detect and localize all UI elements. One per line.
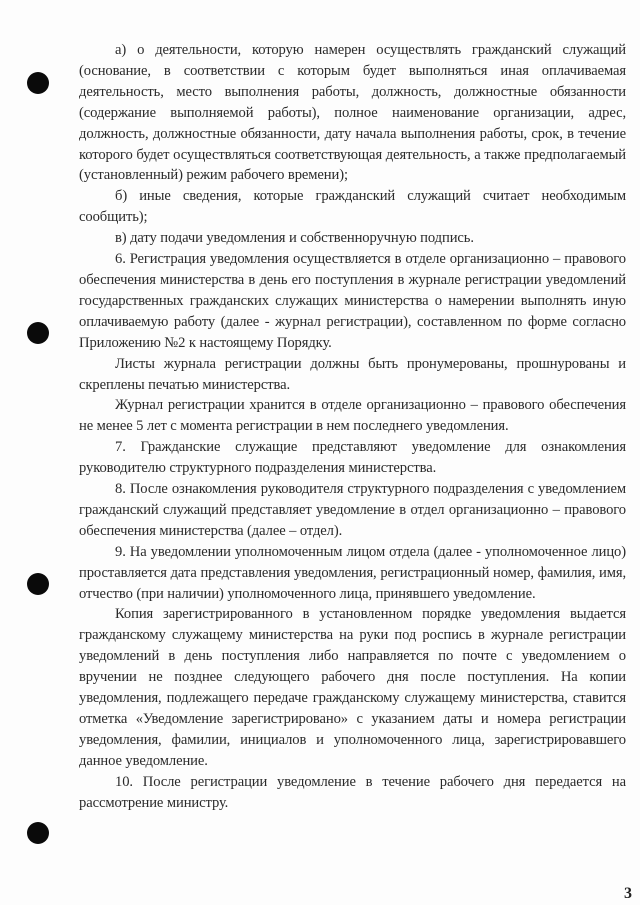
paragraph-item-c: в) дату подачи уведомления и собственноручную подпись. [115,230,474,247]
document-body [79,40,626,814]
punch-hole [27,573,49,595]
paragraph-clause-7: 7. Гражданские служащие представляют уведомление для ознакомления руководителю структурного подразделения министерства. [79,439,626,477]
page-number: 3 [624,885,632,902]
paragraph-clause-8: 8. После ознакомления руководителя структурного подразделения с уведомлением гражданский служащий представляет уведомление в отдел организационно – правового обеспечения министерства (далее – отдел). [79,481,626,539]
paragraph-item-b: б) иные сведения, которые гражданский служащий считает необходимым сообщить); [79,188,626,226]
paragraph-clause-9: 9. На уведомлении уполномоченным лицом отдела (далее - уполномоченное лицо) проставляется дата представления уведомления, регистрационный номер, фамилия, имя, отчество (при наличии) уполномоченного лица, принявшего уведомление. [79,543,626,602]
punch-hole [27,72,49,94]
paragraph-item-a: а) о деятельности, которую намерен осуществлять гражданский служащий (основание, в соответствии с которым будет выполняться иная оплачиваемая деятельность, место выполнения работы, должность, должностные обязанности (содержание выполняемой работы), полное наименование организации, адрес, должность, должностные обязанности, дату начала выполнения работы, срок, в течение которого будет осуществляться соответствующая деятельность, а также предполагаемый (установленный) режим рабочего времени); [79,42,626,184]
paragraph-clause-10: 10. После регистрации уведомление в течение рабочего дня передается на рассмотрение министру. [79,773,626,811]
paragraph-clause-6: 6. Регистрация уведомления осуществляется в отделе организационно – правового обеспечения министерства в день его поступления в журнале регистрации уведомлений государственных гражданских служащих министерства о намерении выполнять иную оплачиваемую работу (далее - журнал регистрации), составленном по форме согласно Приложению №2 к настоящему Порядку. [79,251,626,351]
paragraph-copy: Копия зарегистрированного в установленном порядке уведомления выдается гражданскому служащему министерства на руки под роспись в журнале регистрации уведомлений в день поступления либо направляется по почте с уведомлением о вручении не позднее следующего рабочего дня после поступления. На копии уведомления, подлежащего передаче гражданскому служащему министерства, ставится отметка «Уведомление зарегистрировано» с указанием даты и номера регистрации уведомления, фамилии, инициалов и уполномоченного лица, зарегистрировавшего данное уведомление. [79,606,626,769]
paragraph-journal-sheets: Листы журнала регистрации должны быть пронумерованы, прошнурованы и скреплены печатью министерства. [79,355,626,393]
punch-hole [27,822,49,844]
paragraph-journal-storage: Журнал регистрации хранится в отделе организационно – правового обеспечения не менее 5 лет с момента регистрации в нем последнего уведомления. [79,397,626,435]
punch-hole [27,322,49,344]
